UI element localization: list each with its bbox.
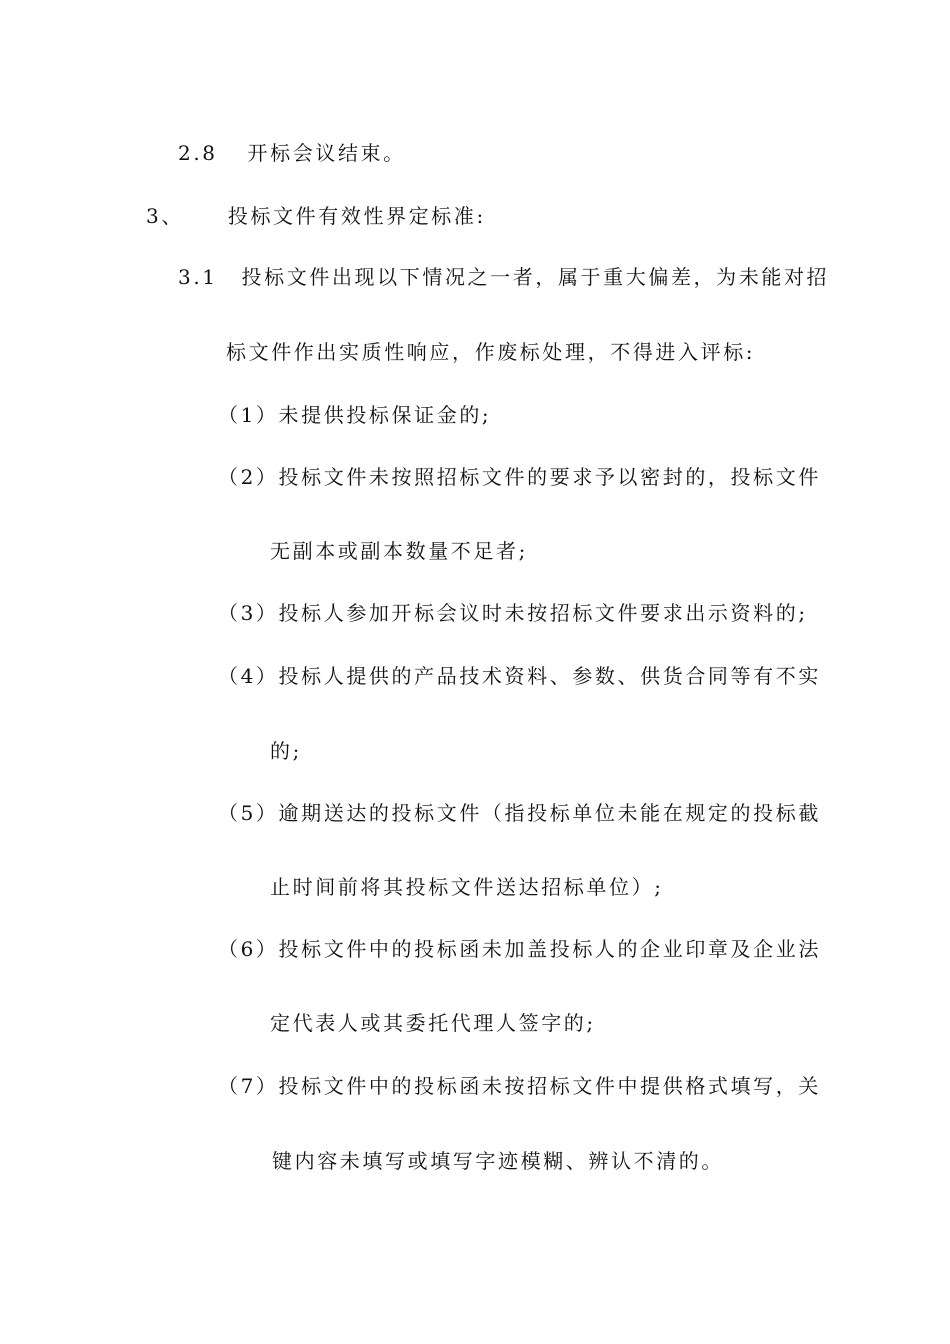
list-item-7-continuation: 键内容未填写或填写字迹模糊、辨认不清的。 <box>272 1149 724 1173</box>
section-2-8 <box>178 140 406 166</box>
item-text: 未提供投标保证金的; <box>278 403 492 427</box>
section-3-1 <box>178 264 829 290</box>
list-item-4-continuation: 的; <box>270 739 302 763</box>
list-item-7 <box>218 1073 821 1099</box>
list-item-6-continuation: 定代表人或其委托代理人签字的; <box>270 1011 596 1035</box>
item-text: 投标文件中的投标函未按招标文件中提供格式填写，关 <box>278 1074 821 1098</box>
list-item-5-continuation: 止时间前将其投标文件送达招标单位）; <box>270 875 664 899</box>
section-number: 3.1 <box>178 265 218 289</box>
item-marker: （6） <box>218 937 279 961</box>
item-marker: （4） <box>218 664 279 688</box>
section-number: 2.8 <box>178 141 218 165</box>
item-text: 逾期送达的投标文件（指投标单位未能在规定的投标截 <box>278 801 821 825</box>
section-text: 开标会议结束。 <box>247 141 406 165</box>
item-text: 投标人参加开标会议时未按招标文件要求出示资料的; <box>278 601 808 625</box>
item-marker: （1） <box>218 403 279 427</box>
section-3-heading <box>146 203 486 229</box>
section-text: 投标文件有效性界定标准: <box>227 204 486 228</box>
item-text: 投标人提供的产品技术资料、参数、供货合同等有不实 <box>278 664 821 688</box>
item-marker: （3） <box>218 601 279 625</box>
item-marker: （7） <box>218 1074 279 1098</box>
list-item-2-continuation: 无副本或副本数量不足者; <box>270 539 528 563</box>
list-item-4 <box>218 663 821 689</box>
section-text-line-1: 投标文件出现以下情况之一者，属于重大偏差，为未能对招 <box>241 265 830 289</box>
list-item-1 <box>218 402 491 428</box>
item-marker: （2） <box>218 465 279 489</box>
list-item-2 <box>218 464 821 490</box>
section-number: 3、 <box>146 204 184 228</box>
list-item-3 <box>218 600 808 626</box>
item-text: 投标文件中的投标函未加盖投标人的企业印章及企业法 <box>278 937 821 961</box>
section-3-1-continuation: 标文件作出实质性响应，作废标处理，不得进入评标: <box>226 340 756 364</box>
list-item-5 <box>218 800 821 826</box>
item-text: 投标文件未按照招标文件的要求予以密封的，投标文件 <box>278 465 821 489</box>
list-item-6 <box>218 936 821 962</box>
item-marker: （5） <box>218 801 279 825</box>
